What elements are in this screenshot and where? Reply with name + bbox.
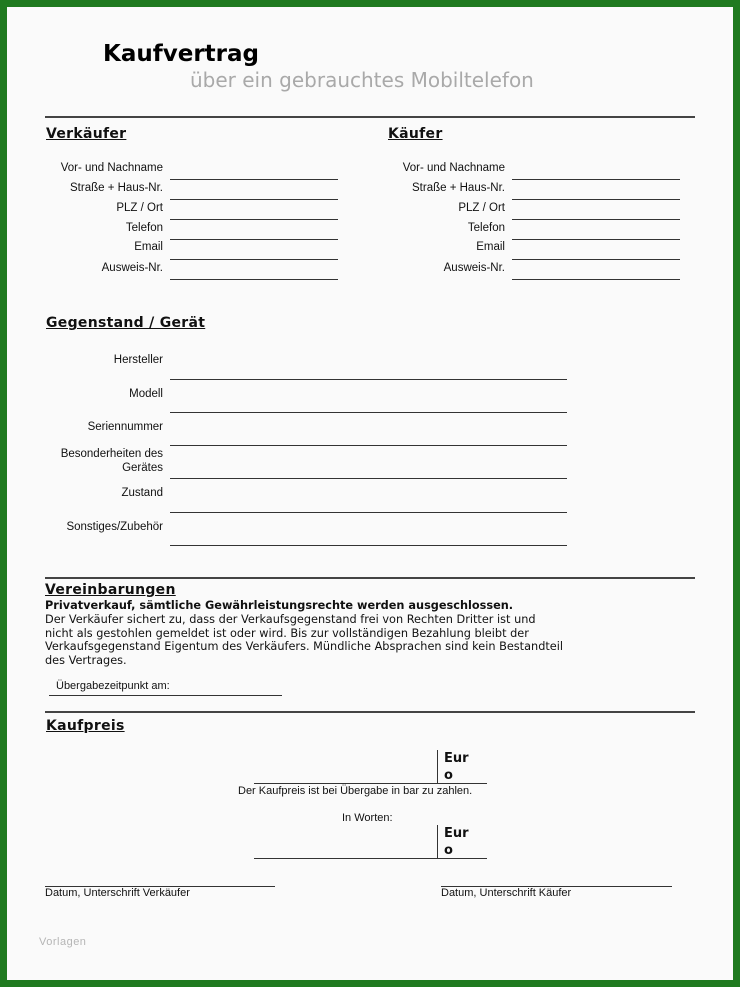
buyer-street-line[interactable]	[512, 199, 680, 200]
handover-date-line[interactable]	[49, 695, 282, 696]
header-divider	[45, 116, 695, 118]
seller-city-line[interactable]	[170, 219, 338, 220]
item-label-condition: Zustand	[121, 487, 163, 499]
seller-label-name: Vor- und Nachname	[60, 162, 163, 174]
seller-name-line[interactable]	[170, 179, 338, 180]
buyer-heading: Käufer	[388, 126, 443, 142]
price-currency-top: Eur	[444, 751, 469, 766]
buyer-email-line[interactable]	[512, 259, 680, 260]
seller-heading: Verkäufer	[46, 126, 127, 142]
buyer-signature-label: Datum, Unterschrift Käufer	[441, 887, 572, 899]
contract-page	[7, 7, 733, 980]
in-words-line[interactable]	[254, 858, 487, 859]
price-divider	[45, 711, 695, 713]
item-heading: Gegenstand / Gerät	[46, 315, 206, 331]
item-label-features: Besonderheiten des Gerätes	[60, 448, 163, 474]
agreements-heading: Vereinbarungen	[45, 582, 176, 598]
in-words-currency-top: Eur	[444, 826, 469, 841]
handover-label: Übergabezeitpunkt am:	[56, 680, 170, 692]
seller-id-line[interactable]	[170, 279, 338, 280]
item-features-line[interactable]	[170, 478, 567, 479]
price-heading: Kaufpreis	[46, 718, 125, 734]
seller-label-id: Ausweis-Nr.	[101, 262, 163, 274]
buyer-label-id: Ausweis-Nr.	[443, 262, 505, 274]
price-payment-note: Der Kaufpreis ist bei Übergabe in bar zu zahlen.	[238, 785, 473, 797]
buyer-city-line[interactable]	[512, 219, 680, 220]
item-serial-line[interactable]	[170, 445, 567, 446]
agreements-divider	[45, 577, 695, 579]
seller-phone-line[interactable]	[170, 239, 338, 240]
buyer-label-city: PLZ / Ort	[458, 202, 505, 214]
agreements-line-4: des Vertrages.	[45, 654, 127, 667]
agreements-bold-line: Privatverkauf, sämtliche Gewährleistungsrechte werden ausgeschlossen.	[45, 599, 514, 612]
agreements-line-1: Der Verkäufer sichert zu, dass der Verkaufsgegenstand frei von Rechten Dritter ist und	[45, 613, 536, 626]
buyer-label-phone: Telefon	[467, 222, 505, 234]
buyer-phone-line[interactable]	[512, 239, 680, 240]
price-amount-line[interactable]	[254, 783, 487, 784]
in-words-label: In Worten:	[342, 812, 393, 824]
buyer-id-line[interactable]	[512, 279, 680, 280]
seller-signature-label: Datum, Unterschrift Verkäufer	[45, 887, 190, 899]
seller-label-email: Email	[134, 241, 163, 253]
price-currency-bottom: o	[444, 768, 453, 783]
in-words-separator	[437, 825, 438, 858]
item-manufacturer-line[interactable]	[170, 379, 567, 380]
agreements-line-3: Verkaufsgegenstand Eigentum des Verkäufers. Mündliche Absprachen sind kein Bestandteil	[45, 640, 564, 653]
seller-label-city: PLZ / Ort	[116, 202, 163, 214]
item-label-serial: Seriennummer	[87, 421, 163, 433]
watermark: Vorlagen	[39, 936, 87, 948]
buyer-label-street: Straße + Haus-Nr.	[412, 182, 505, 194]
item-label-model: Modell	[129, 388, 163, 400]
in-words-currency-bottom: o	[444, 843, 453, 858]
agreements-line-2: nicht als gestohlen gemeldet ist oder wird. Bis zur vollständigen Bezahlung bleibt der	[45, 627, 529, 640]
item-label-accessories: Sonstiges/Zubehör	[66, 521, 163, 533]
page-title: Kaufvertrag	[103, 41, 259, 67]
seller-email-line[interactable]	[170, 259, 338, 260]
page-subtitle: über ein gebrauchtes Mobiltelefon	[190, 68, 534, 92]
item-accessories-line[interactable]	[170, 545, 567, 546]
item-condition-line[interactable]	[170, 512, 567, 513]
seller-label-street: Straße + Haus-Nr.	[70, 182, 163, 194]
price-separator	[437, 750, 438, 784]
buyer-label-email: Email	[476, 241, 505, 253]
item-label-manufacturer: Hersteller	[113, 354, 163, 366]
item-model-line[interactable]	[170, 412, 567, 413]
buyer-name-line[interactable]	[512, 179, 680, 180]
seller-street-line[interactable]	[170, 199, 338, 200]
seller-label-phone: Telefon	[125, 222, 163, 234]
buyer-label-name: Vor- und Nachname	[402, 162, 505, 174]
